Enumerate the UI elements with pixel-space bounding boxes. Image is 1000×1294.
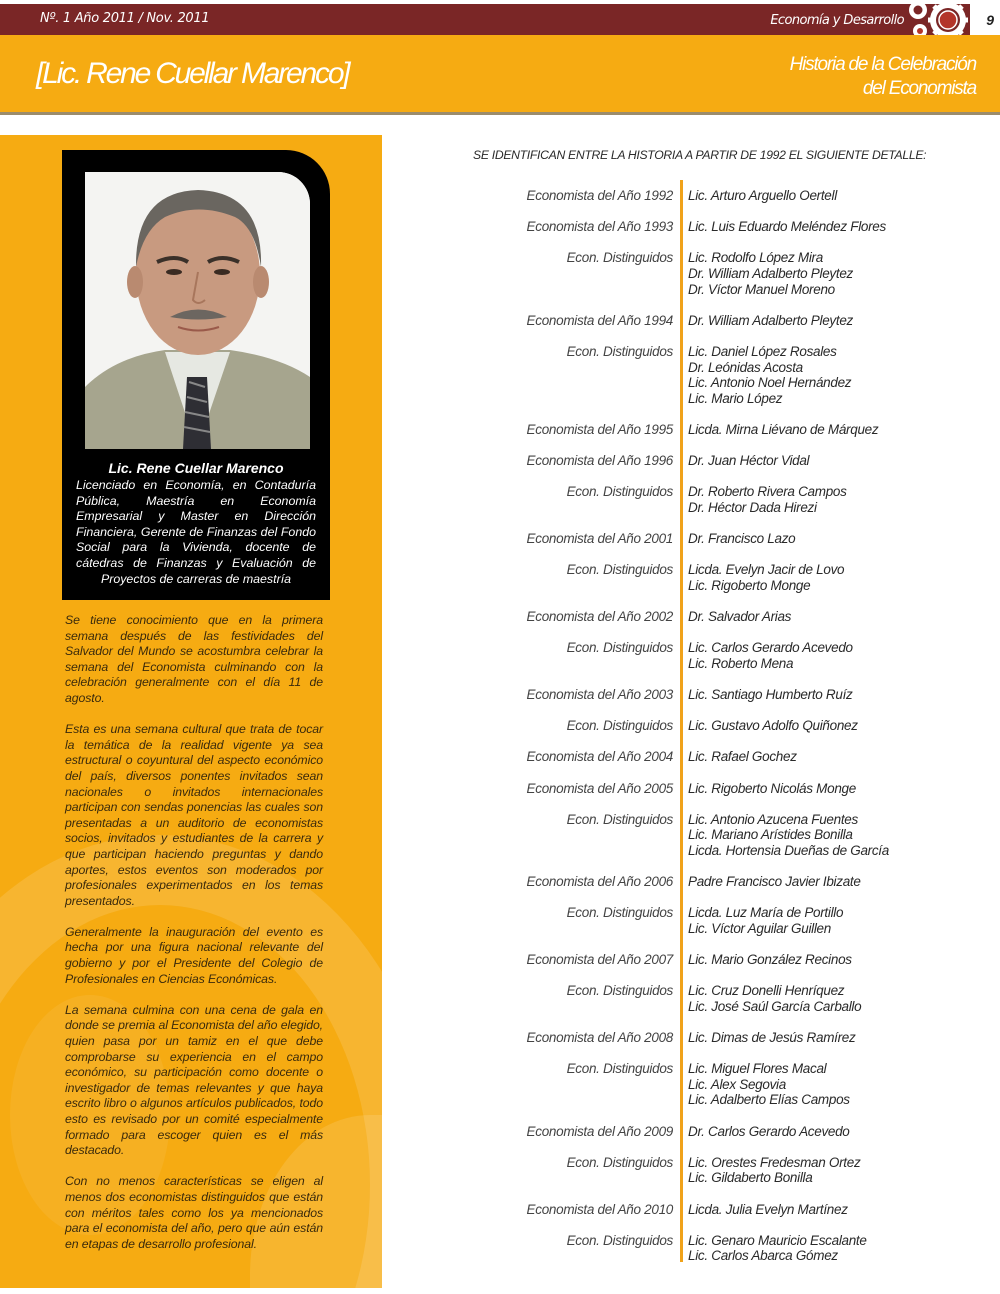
entry-names	[688, 562, 844, 593]
awardee-name: Dr. Juan Héctor Vidal	[688, 453, 810, 469]
entry-label: Economista del Año 1995	[526, 421, 673, 437]
awardee-name: Lic. Antonio Noel Hernández	[688, 375, 852, 391]
awardee-name: Licda. Mirna Liévano de Márquez	[688, 421, 879, 437]
body-paragraph: Generalmente la inauguración del evento es hecha por una figura nacional relevante del gobierno y por el Presidente del Colegio de Profesionales en Ciencias Económicas.	[65, 924, 323, 986]
entry-names	[688, 1124, 850, 1140]
awardee-name: Licda. Hortensia Dueñas de García	[688, 842, 889, 858]
body-paragraph: Se tiene conocimiento que en la primera semana después de las festividades del Salvador del Mundo se acostumbra celebrar la semana del Economista culminando con la celebración generalmente con el día 11 de agosto.	[65, 613, 323, 705]
awardee-name: Licda. Julia Evelyn Martínez	[688, 1201, 848, 1217]
entry-names	[688, 250, 853, 297]
history-entry	[0, 1202, 1000, 1218]
history-entry	[0, 781, 1000, 797]
history-entry	[0, 422, 1000, 438]
history-entry	[0, 1155, 1000, 1186]
awardee-name: Dr. Francisco Lazo	[688, 531, 796, 547]
awardee-name: Lic. Adalberto Elías Campos	[688, 1092, 850, 1108]
issue-label: Nº. 1 Año 2011 / Nov. 2011	[40, 11, 210, 26]
page-number: 9	[986, 12, 994, 28]
article-title: [Lic. Rene Cuellar Marenco]	[36, 57, 349, 90]
entry-names	[688, 718, 858, 734]
history-entry	[0, 250, 1000, 297]
body-paragraph: La semana culmina con una cena de gala en donde se premia al Economista del año elegido, quien pasa por un tamiz en el que debe comprobarse su experiencia en el campo económico, su participación como docente o investigador de temas relevantes y que haya escrito libro o algunos artículos publicados, todo esto es revisado por un comité especialmente formado para escoger quien es el más destacado.	[65, 1002, 323, 1158]
magazine-name: Economía y Desarrollo	[770, 13, 904, 28]
history-entry	[0, 219, 1000, 235]
entry-names	[688, 812, 889, 859]
entry-names	[688, 313, 853, 329]
history-entry	[0, 453, 1000, 469]
history-entry	[0, 344, 1000, 406]
entry-names	[688, 609, 791, 625]
entry-names	[688, 749, 797, 765]
entry-label: Economista del Año 1993	[526, 219, 673, 235]
entry-names	[688, 1233, 867, 1264]
awardee-name: Lic. Rafael Gochez	[688, 749, 797, 765]
history-entry	[0, 687, 1000, 703]
entry-label: Econ. Distinguidos	[566, 562, 673, 578]
entry-label: Econ. Distinguidos	[566, 905, 673, 921]
entry-label: Economista del Año 2006	[526, 874, 673, 890]
history-entry	[0, 718, 1000, 734]
history-entry	[0, 983, 1000, 1014]
awardee-name: Lic. Orestes Fredesman Ortez	[688, 1154, 861, 1170]
section-title-line-2: del Economista	[862, 78, 976, 99]
entry-label: Econ. Distinguidos	[566, 640, 673, 656]
entry-label: Economista del Año 2009	[526, 1123, 673, 1139]
history-entry	[0, 749, 1000, 765]
history-entry	[0, 952, 1000, 968]
awardee-name: Lic. Genaro Mauricio Escalante	[688, 1232, 867, 1248]
entry-names	[688, 531, 795, 547]
entry-names	[688, 1155, 860, 1186]
awardee-name: Dr. Leónidas Acosta	[688, 359, 803, 375]
entry-label: Econ. Distinguidos	[566, 250, 673, 266]
history-entry	[0, 640, 1000, 671]
entry-names	[688, 1061, 850, 1108]
awardee-name: Lic. Arturo Arguello Oertell	[688, 188, 837, 203]
history-list	[0, 188, 1000, 1280]
page-number-box	[970, 4, 1000, 35]
entry-label: Economista del Año 2001	[526, 531, 673, 547]
awardee-name: Dr. Roberto Rivera Campos	[688, 484, 847, 500]
awardee-name: Lic. Carlos Gerardo Acevedo	[688, 640, 853, 656]
entry-label: Economista del Año 2003	[526, 687, 673, 702]
profile-name: Lic. Rene Cuellar Marenco	[108, 460, 284, 476]
entry-names	[688, 640, 853, 671]
entry-names	[688, 983, 861, 1014]
entry-label: Economista del Año 2005	[526, 780, 673, 796]
awardee-name: Dr. William Adalberto Pleytez	[688, 265, 853, 281]
body-paragraph: Esta es una semana cultural que trata de tocar la temática de la realidad vigente ya sea estructural o coyuntural del aspecto económico del país, diversos ponentes invitados sean nacionales o invitados internacionales participan con sendas ponencias las cuales son presentadas a un auditorio de economistas socios, invitados y estudiantes de la carrera y que participan haciendo preguntas y dando aportes, estos eventos son moderados por profesionales experimentados en los temas presentados.	[65, 722, 323, 908]
body-paragraph: Con no menos características se eligen al menos dos economistas distinguidos que están con méritos tales como los ya mencionados para el economista del año, pero que aún están en etapas de desarrollo profesional.	[65, 1174, 323, 1251]
awardee-name: Lic. Mario González Recinos	[688, 952, 852, 968]
awardee-name: Lic. Dimas de Jesús Ramírez	[688, 1030, 856, 1046]
entry-names	[688, 344, 851, 406]
history-entry	[0, 1233, 1000, 1264]
entry-label: Econ. Distinguidos	[566, 983, 673, 999]
awardee-name: Lic. Roberto Mena	[688, 655, 794, 671]
history-entry	[0, 188, 1000, 204]
awardee-name: Lic. Rigoberto Monge	[688, 577, 811, 593]
awardee-name: Padre Francisco Javier Ibizate	[688, 874, 861, 890]
awardee-name: Lic. Rigoberto Nicolás Monge	[688, 780, 856, 796]
entry-label: Econ. Distinguidos	[566, 343, 673, 359]
awardee-name: Licda. Evelyn Jacir de Lovo	[688, 562, 845, 578]
entry-label: Economista del Año 1996	[526, 453, 673, 469]
entry-label: Econ. Distinguidos	[566, 1154, 673, 1170]
entry-label: Economista del Año 2002	[526, 609, 673, 625]
entry-names	[688, 1030, 855, 1046]
history-entry	[0, 1061, 1000, 1108]
entry-names	[688, 874, 861, 890]
entry-label: Economista del Año 2004	[526, 749, 673, 765]
awardee-name: Lic. José Saúl García Carballo	[688, 998, 862, 1014]
awardee-name: Lic. Víctor Aguilar Guillen	[688, 920, 831, 936]
awardee-name: Dr. Héctor Dada Hirezi	[688, 499, 817, 515]
title-banner	[0, 35, 1000, 115]
awardee-name: Lic. Gildaberto Bonilla	[688, 1170, 813, 1186]
history-entry	[0, 562, 1000, 593]
entry-names	[688, 219, 886, 235]
entry-label: Econ. Distinguidos	[566, 1232, 673, 1248]
entry-names	[688, 781, 856, 797]
history-entry	[0, 905, 1000, 936]
entry-label: Economista del Año 1992	[526, 188, 673, 203]
awardee-name: Lic. Carlos Abarca Gómez	[688, 1248, 838, 1264]
history-entry	[0, 609, 1000, 625]
history-entry	[0, 874, 1000, 890]
entry-names	[688, 453, 809, 469]
history-entry	[0, 313, 1000, 329]
entry-names	[688, 484, 847, 515]
awardee-name: Licda. Luz María de Portillo	[688, 905, 844, 921]
awardee-name: Dr. Carlos Gerardo Acevedo	[688, 1123, 850, 1139]
entry-names	[688, 422, 878, 438]
history-entry	[0, 812, 1000, 859]
history-entry	[0, 484, 1000, 515]
top-bar	[0, 4, 1000, 35]
entry-label: Economista del Año 2008	[526, 1030, 673, 1046]
history-heading: SE IDENTIFICAN ENTRE LA HISTORIA A PARTIR DE 1992 EL SIGUIENTE DETALLE:	[473, 148, 927, 162]
history-entry	[0, 1124, 1000, 1140]
entry-names	[688, 952, 852, 968]
awardee-name: Lic. Mario López	[688, 390, 783, 406]
awardee-name: Lic. Mariano Arístides Bonilla	[688, 827, 853, 843]
entry-names	[688, 1202, 848, 1218]
awardee-name: Lic. Gustavo Adolfo Quiñonez	[688, 718, 858, 734]
awardee-name: Lic. Miguel Flores Macal	[688, 1061, 827, 1077]
awardee-name: Dr. William Adalberto Pleytez	[688, 312, 853, 328]
entry-names	[688, 905, 843, 936]
section-title-line-1: Historia de la Celebración	[789, 54, 976, 75]
awardee-name: Dr. Víctor Manuel Moreno	[688, 281, 835, 297]
entry-label: Economista del Año 2010	[526, 1201, 673, 1217]
history-entry	[0, 1030, 1000, 1046]
awardee-name: Lic. Antonio Azucena Fuentes	[688, 811, 858, 827]
entry-names	[688, 687, 853, 703]
entry-label: Econ. Distinguidos	[566, 718, 673, 734]
awardee-name: Lic. Santiago Humberto Ruíz	[688, 687, 853, 702]
entry-label: Econ. Distinguidos	[566, 811, 673, 827]
entry-label: Economista del Año 1994	[526, 312, 673, 328]
profile-bio: Licenciado en Economía, en Contaduría Pública, Maestría en Economía Empresarial y Master en Dirección Financiera, Gerente de Finanzas del Fondo Social para la Vivienda, docente de cátedras de Finanzas y Evaluación de Proyectos de carreras de maestría	[76, 478, 316, 586]
awardee-name: Lic. Daniel López Rosales	[688, 343, 837, 359]
awardee-name: Lic. Rodolfo López Mira	[688, 250, 823, 266]
awardee-name: Dr. Salvador Arias	[688, 609, 792, 625]
awardee-name: Lic. Alex Segovia	[688, 1076, 786, 1092]
entry-label: Economista del Año 2007	[526, 952, 673, 968]
section-title	[790, 53, 976, 101]
history-entry	[0, 531, 1000, 547]
awardee-name: Lic. Cruz Donelli Henríquez	[688, 983, 845, 999]
entry-label: Econ. Distinguidos	[566, 1061, 673, 1077]
awardee-name: Lic. Luis Eduardo Meléndez Flores	[688, 219, 886, 235]
entry-label: Econ. Distinguidos	[566, 484, 673, 500]
entry-names	[688, 188, 837, 204]
